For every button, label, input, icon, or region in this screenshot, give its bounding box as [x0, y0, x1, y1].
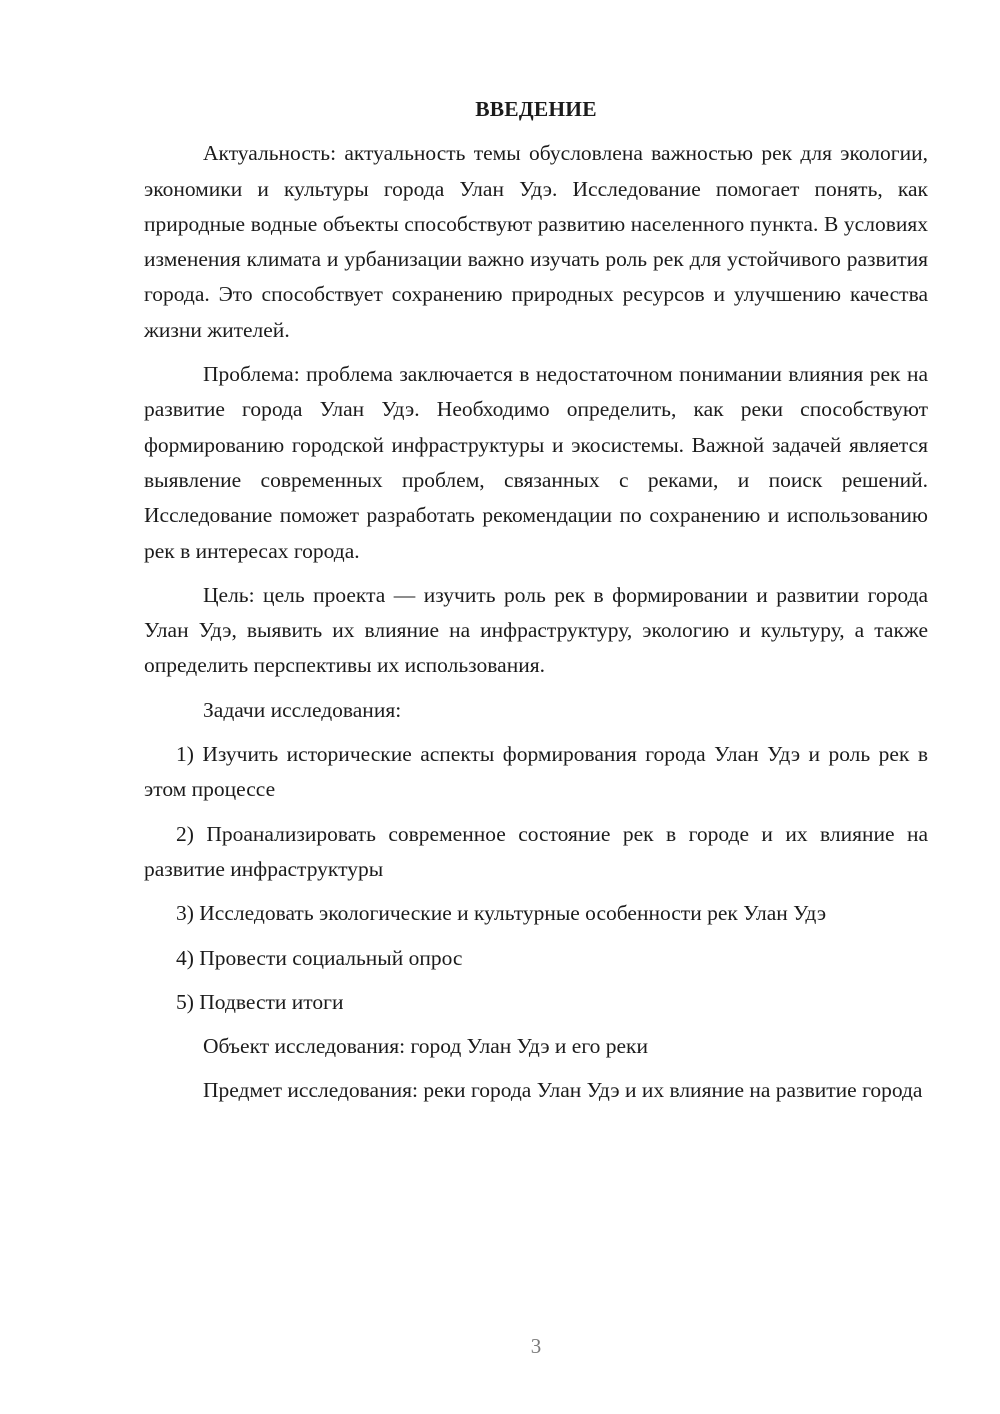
task-item-1: 1) Изучить исторические аспекты формирования города Улан Удэ и роль рек в этом процессе [144, 742, 928, 802]
task-item-3: 3) Исследовать экологические и культурные особенности рек Улан Удэ [176, 901, 827, 926]
object-paragraph: Объект исследования: город Улан Удэ и его реки [203, 1034, 648, 1059]
page-number: 3 [530, 1334, 542, 1358]
task-item-2: 2) Проанализировать современное состояние рек в городе и их влияние на развитие инфраструктуры [144, 821, 928, 881]
task-item-4: 4) Провести социальный опрос [176, 945, 463, 970]
tasks-heading: Задачи исследования: [203, 697, 402, 722]
task-item-5: 5) Подвести итоги [176, 989, 344, 1014]
relevance-paragraph: Актуальность: актуальность темы обусловлена важностью рек для экологии, экономики и культуры города Улан Удэ. Исследование помогает понять, как природные водные объекты способствуют развитию населенного пункта. В условиях изменения климата и урбанизации важно изучать роль рек для устойчивого развития города. Это способствует сохранению природных ресурсов и улучшению качества жизни жителей. [144, 141, 928, 342]
tasks-list [144, 737, 928, 1020]
document-body [144, 92, 928, 1118]
subject-paragraph: Предмет исследования: реки города Улан Удэ и их влияние на развитие города [203, 1078, 923, 1103]
problem-paragraph: Проблема: проблема заключается в недостаточном понимании влияния рек на развитие города Улан Удэ. Необходимо определить, как реки способствуют формированию городской инфраструктуры и экосистемы. Важной задачей является выявление современных проблем, связанных с реками, и поиск решений. Исследование поможет разработать рекомендации по сохранению и использованию рек в интересах города. [144, 362, 928, 563]
section-title: ВВЕДЕНИЕ [475, 97, 597, 121]
goal-paragraph: Цель: цель проекта — изучить роль рек в формировании и развитии города Улан Удэ, выявить их влияние на инфраструктуру, экологию и культуру, а также определить перспективы их использования. [144, 582, 928, 678]
